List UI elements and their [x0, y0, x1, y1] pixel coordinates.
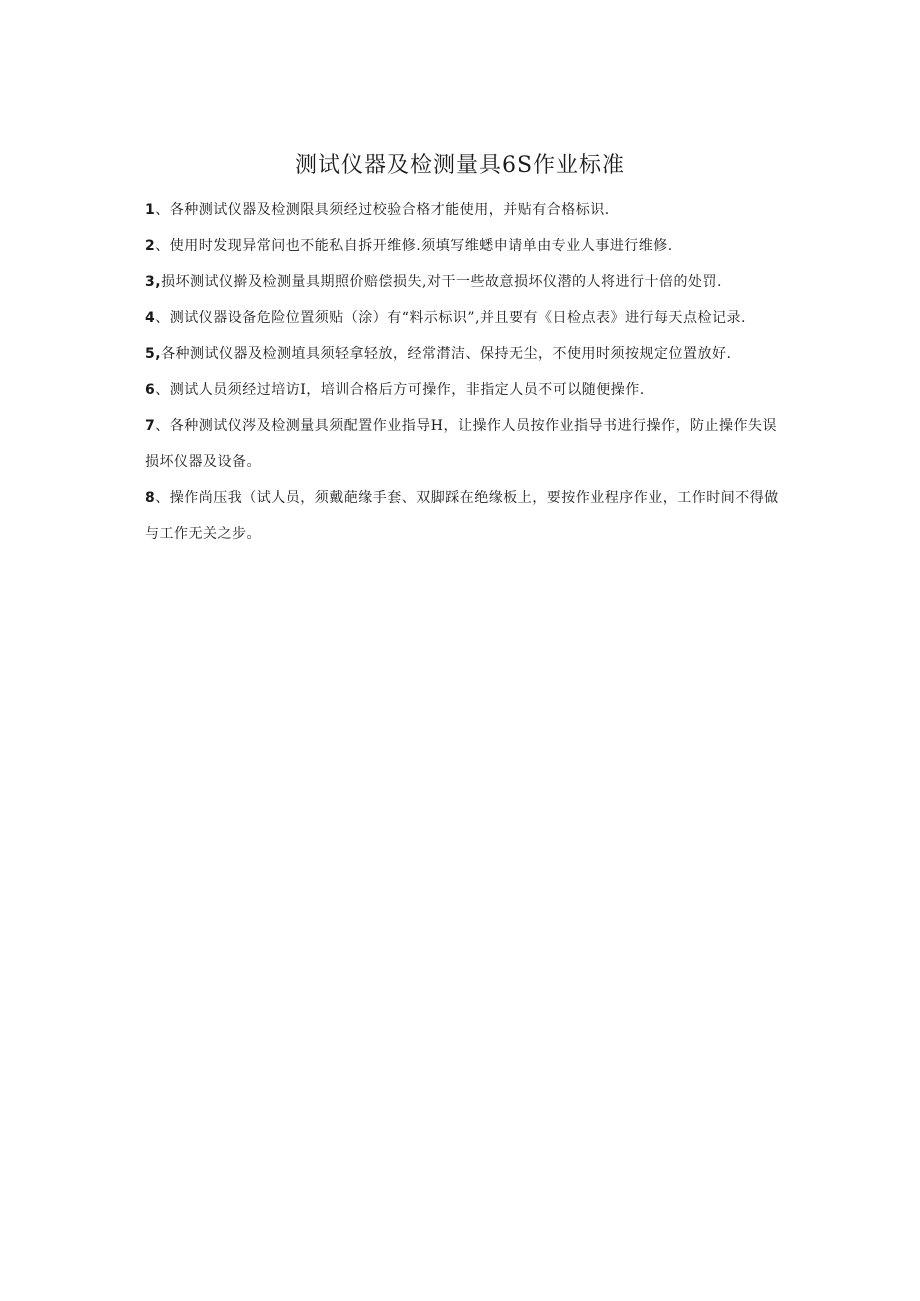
item-text: 、各种测试仪器及检测限具须经过校验合格才能使用，并贴有合格标识. — [155, 202, 610, 218]
document-title: 测试仪器及检测量具6S作业标准 — [294, 153, 626, 178]
item-number: 3, — [145, 274, 162, 290]
item-number: 2 — [145, 238, 156, 254]
list-item — [145, 336, 785, 372]
list-item — [145, 408, 785, 480]
item-number: 4 — [145, 310, 156, 326]
item-number: 6 — [145, 382, 156, 398]
list-item — [145, 228, 785, 264]
item-number: 7 — [145, 418, 156, 434]
item-text: 、各种测试仪涔及检测量具须配置作业指导H，让操作人员按作业指导书进行操作，防止操作失误损坏仪器及设备。 — [145, 418, 777, 470]
item-text: 、操作尚压我（试人员，须戴葩缘手套、双脚踩在绝缘板上，要按作业程序作业，工作时间不得做与工作无关之步。 — [145, 490, 779, 542]
item-number: 8 — [145, 490, 156, 506]
list-item — [145, 264, 785, 300]
standard-items-list — [145, 192, 785, 552]
item-text: 各种测试仪器及检测埴具须轻拿轻放，经常潸洁、保持无尘，不使用时须按规定位置放好. — [161, 346, 732, 362]
list-item — [145, 480, 785, 552]
item-text: 、测试人员须经过培访I，培训合格后方可操作，非指定人员不可以随便操作. — [155, 382, 645, 398]
item-text: 损坏测试仪擀及检测量具期照价赔偿损失,对干一些故意损坏仪潜的人将进行十倍的处罚. — [161, 274, 722, 290]
item-text: 、使用时发现异常问也不能私自拆开维修.须填写维蟋申请单由专业人事进行维修. — [155, 238, 673, 254]
list-item — [145, 192, 785, 228]
item-text: 、测试仪器设备危险位置须贴（涂）有“料示标识”,并且要有《日检点表》进行每天点检记录. — [155, 310, 746, 326]
item-number: 1 — [145, 202, 156, 218]
list-item — [145, 372, 785, 408]
list-item — [145, 300, 785, 336]
item-number: 5, — [145, 346, 162, 362]
